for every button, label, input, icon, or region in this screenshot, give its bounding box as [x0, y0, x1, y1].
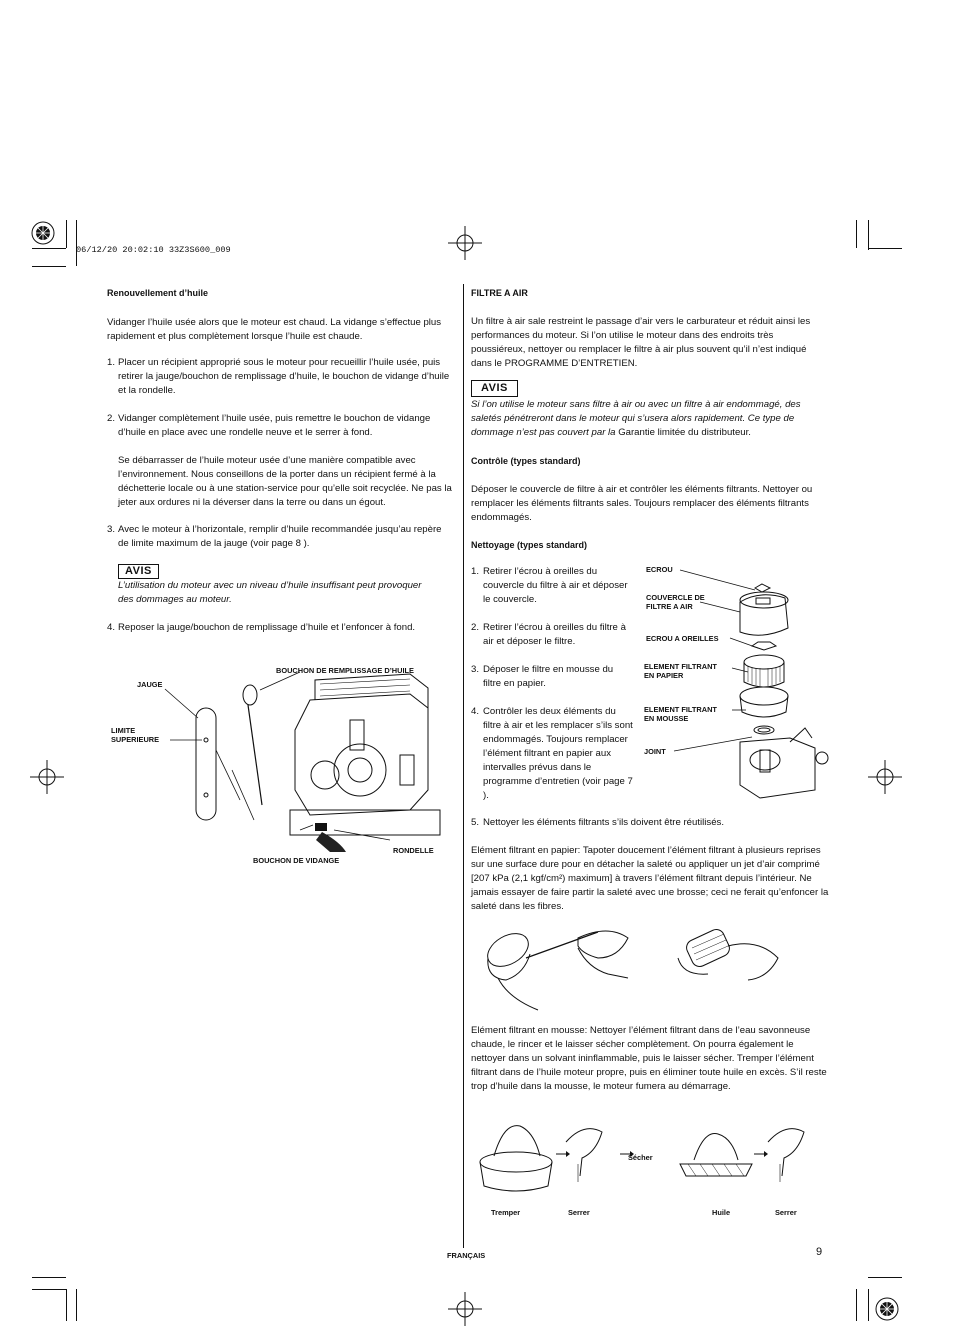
step-3: 3. Déposer le filtre en mousse du filtre en papier. — [471, 664, 614, 689]
paper-element-paragraph: Elément filtrant en papier: Tapoter doucement l’élément filtrant à plusieurs reprises sur une surface dure pour en détacher la saleté ou appliquer un jet d’air comprimé [207 kPa (2,1 kgf/cm²) maximum] à travers l’élément filtrant depuis l’intérieur. Ne jamais essayer de faire partir la saleté avec une brosse; ceci ne ferait qu’enfoncer la saleté dans les fibres. — [471, 845, 829, 912]
paragraph: Vidanger l’huile usée alors que le moteur est chaud. La vidange s’effectue plus rapidement et plus complètement lorsque l’huile est chaude. — [107, 317, 442, 342]
registration-target-icon — [30, 220, 56, 246]
column-divider — [463, 284, 464, 1248]
step-3: 3. Avec le moteur à l’horizontale, remplir d’huile recommandée jusqu’au repère de limite maximum de la jauge (voir page 8 ). — [107, 524, 442, 549]
paper-filter-cleaning-illustration — [478, 918, 808, 1018]
label-couvercle-1: COUVERCLE DE — [646, 593, 705, 602]
avis-badge: AVIS — [118, 561, 159, 579]
crosshair-icon — [868, 760, 902, 794]
label-ecrou-oreilles: ECROU A OREILLES — [646, 634, 719, 643]
label-jauge: JAUGE — [137, 680, 163, 689]
label-limite: LIMITE — [111, 726, 136, 735]
label-bouchon-vidange: BOUCHON DE VIDANGE — [253, 856, 340, 865]
step-5: 5. Nettoyer les éléments filtrants s’ils doivent être réutilisés. — [471, 817, 725, 828]
label-tremper: Tremper — [491, 1208, 521, 1217]
crosshair-icon — [30, 760, 64, 794]
label-papier-2: EN PAPIER — [644, 671, 684, 680]
subheading: Contrôle (types standard) — [471, 456, 581, 466]
right-column-intro — [471, 286, 827, 371]
footer-language: FRANÇAIS — [447, 1251, 486, 1260]
avis-badge: AVIS — [471, 378, 518, 397]
label-ecrou: ECROU — [646, 565, 673, 574]
section-heading: FILTRE A AIR — [471, 288, 528, 298]
label-rondelle: RONDELLE — [393, 846, 434, 855]
registration-target-icon — [874, 1296, 900, 1322]
label-mousse-2: EN MOUSSE — [644, 714, 689, 723]
controle-section: Contrôle (types standard) Déposer le couvercle de filtre à air et contrôler les éléments filtrants. Nettoyer ou remplacer les éléments filtrants sales. Toujours remplacer des éléments filtrants endommagés. — [471, 454, 827, 525]
step-1: 1. Placer un récipient approprié sous le moteur pour recueillir l’huile usée, puis retirer la jauge/bouchon de remplissage d’huile, le bouchon de vidange d’huile et la rondelle. — [107, 357, 450, 396]
label-secher: Sécher — [628, 1153, 653, 1162]
label-superieure: SUPERIEURE — [111, 735, 160, 744]
crosshair-icon — [448, 1292, 482, 1326]
engine-illustration — [110, 660, 450, 860]
page-number: 9 — [816, 1246, 823, 1258]
label-papier-1: ELEMENT FILTRANT — [644, 662, 717, 671]
label-joint: JOINT — [644, 747, 666, 756]
foam-element-paragraph: Elément filtrant en mousse: Nettoyer l’élément filtrant dans de l’eau savonneuse chaude, le rincer et le laisser sécher complètement. On pourra également le nettoyer dans un solvant ininflammable, puis le laisser sécher. Tremper l’élément filtrant dans de l’huile moteur propre, puis en éliminer toute huile en excès. S’il reste trop d’huile dans la mousse, le moteur fumera au démarrage. — [471, 1025, 827, 1092]
step-1: 1. Retirer l’écrou à oreilles du couvercle du filtre à air et déposer le couvercle. — [471, 566, 628, 605]
label-serrer: Serrer — [568, 1208, 590, 1217]
left-column — [107, 286, 452, 344]
step-4: 4. Contrôler les deux éléments du filtre à air et les remplacer s’ils sont endommagés. Toujours remplacer l’élément filtrant en papier aux intervalles prévus dans le programme d’entretien (voir page 7 ). — [471, 706, 633, 801]
label-serrer: Serrer — [775, 1208, 797, 1217]
step-4: 4. Reposer la jauge/bouchon de remplissage d’huile et l’enfoncer à fond. — [107, 622, 416, 633]
section-heading: Renouvellement d’huile — [107, 288, 209, 298]
avis-warning-text: Si l’on utilise le moteur sans filtre à air ou avec un filtre à air endommagé, des saletés pénétreront dans le moteur qui s’usera alors rapidement. Ce type de dommage n’est pas couvert par la Garantie limitée du distributeur. — [471, 399, 801, 438]
print-timestamp: 06/12/20 20:02:10 33Z3S600_009 — [76, 245, 231, 255]
label-couvercle-2: FILTRE A AIR — [646, 602, 693, 611]
label-mousse-1: ELEMENT FILTRANT — [644, 705, 717, 714]
avis-warning-text: L’utilisation du moteur avec un niveau d’huile insuffisant peut provoquer des dommages au moteur. — [118, 580, 422, 605]
paragraph: Un filtre à air sale restreint le passage d’air vers le carburateur et réduit ainsi les performances du moteur. Si l’on utilise le moteur dans des endroits très poussiéreux, nettoyer ou remplacer le filtre à air plus souvent qu’il n’est indiqué dans le PROGRAMME D’ENTRETIEN. — [471, 316, 811, 369]
label-huile: Huile — [712, 1208, 731, 1217]
nettoyage-heading: Nettoyage (types standard) — [471, 540, 588, 550]
step-2: 2. Vidanger complètement l’huile usée, puis remettre le bouchon de vidange d’huile en place avec une rondelle neuve et le serrer à fond. — [107, 413, 431, 438]
disposal-note: Se débarrasser de l’huile moteur usée d’une manière compatible avec l’environnement. Nous conseillons de la porter dans un récipient fermé à la déchetterie locale ou à une station-service pour qu’elle soit recyclée. Ne pas la jeter aux ordures ni la déverser dans la terre ou dans un égout. — [118, 455, 452, 508]
label-bouchon-remplissage: BOUCHON DE REMPLISSAGE D’HUILE — [276, 666, 414, 675]
step-2: 2. Retirer l’écrou à oreilles du filtre à air et déposer le filtre. — [471, 622, 626, 647]
crosshair-icon — [448, 226, 482, 260]
